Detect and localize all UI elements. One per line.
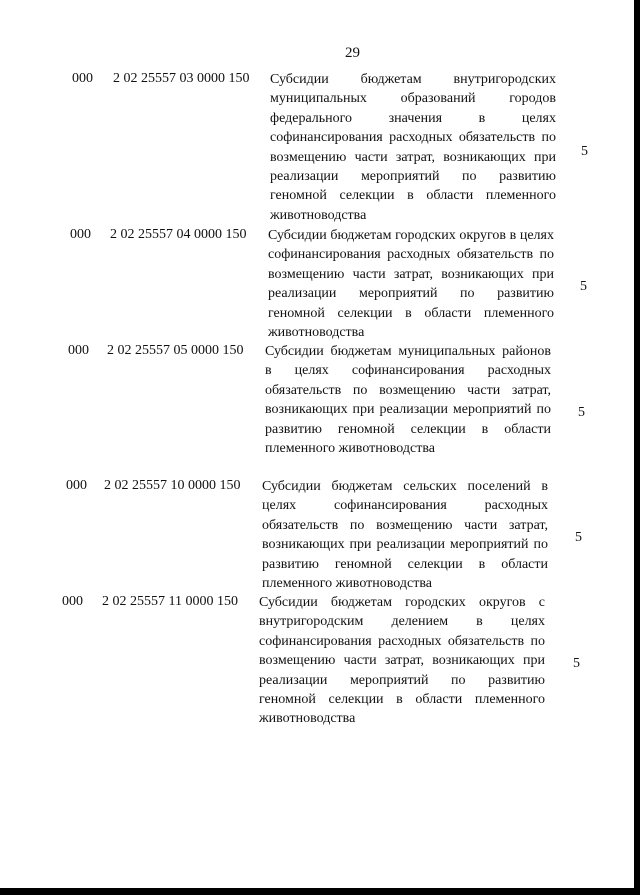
amount-value: 5 <box>578 405 585 420</box>
budget-code: 2 02 25557 04 0000 150 <box>110 227 247 242</box>
table-row <box>0 593 640 733</box>
budget-code: 2 02 25557 03 0000 150 <box>113 71 250 86</box>
table-row <box>0 226 640 341</box>
amount-value: 5 <box>580 279 587 294</box>
admin-code: 000 <box>72 71 93 86</box>
income-name: Субсидии бюджетам сельских поселений в целях софинансирования расходных обязательств по возмещению части затрат, возникающих при реализации мероприятий по развитию геномной селекции в области племенного животноводства <box>262 479 548 592</box>
admin-code: 000 <box>62 594 83 609</box>
admin-code: 000 <box>68 343 89 358</box>
budget-code: 2 02 25557 05 0000 150 <box>107 343 244 358</box>
scan-border-bottom <box>0 888 640 895</box>
budget-code: 2 02 25557 11 0000 150 <box>102 594 238 609</box>
amount-value: 5 <box>575 530 582 545</box>
amount-value: 5 <box>573 656 580 671</box>
admin-code: 000 <box>66 478 87 493</box>
admin-code: 000 <box>70 227 91 242</box>
table-row <box>0 70 640 225</box>
table-row <box>0 342 640 477</box>
budget-code: 2 02 25557 10 0000 150 <box>104 478 241 493</box>
income-name: Субсидии бюджетам муниципальных районов в целях софинансирования расходных обязательств по возмещению части затрат, возникающих при реализации мероприятий по развитию геномной селекции в области племенного животноводства <box>265 344 551 457</box>
income-name: Субсидии бюджетам городских округов с внутригородским делением в целях софинансирования расходных обязательств по возмещению части затрат, возникающих при реализации мероприятий по развитию геномной селекции в области племенного животноводства <box>259 595 545 727</box>
table-row <box>0 477 640 592</box>
amount-value: 5 <box>581 144 588 159</box>
page-number: 29 <box>345 45 360 61</box>
income-name: Субсидии бюджетам внутригородских муниципальных образований городов федерального значения в целях софинансирования расходных обязательств по возмещению части затрат, возникающих при реализации мероприятий по развитию геномной селекции в области племенного животноводства <box>270 72 556 223</box>
income-name: Субсидии бюджетам городских округов в целях софинансирования расходных обязательств по возмещению части затрат, возникающих при реализации мероприятий по развитию геномной селекции в области племенного животноводства <box>268 228 554 341</box>
